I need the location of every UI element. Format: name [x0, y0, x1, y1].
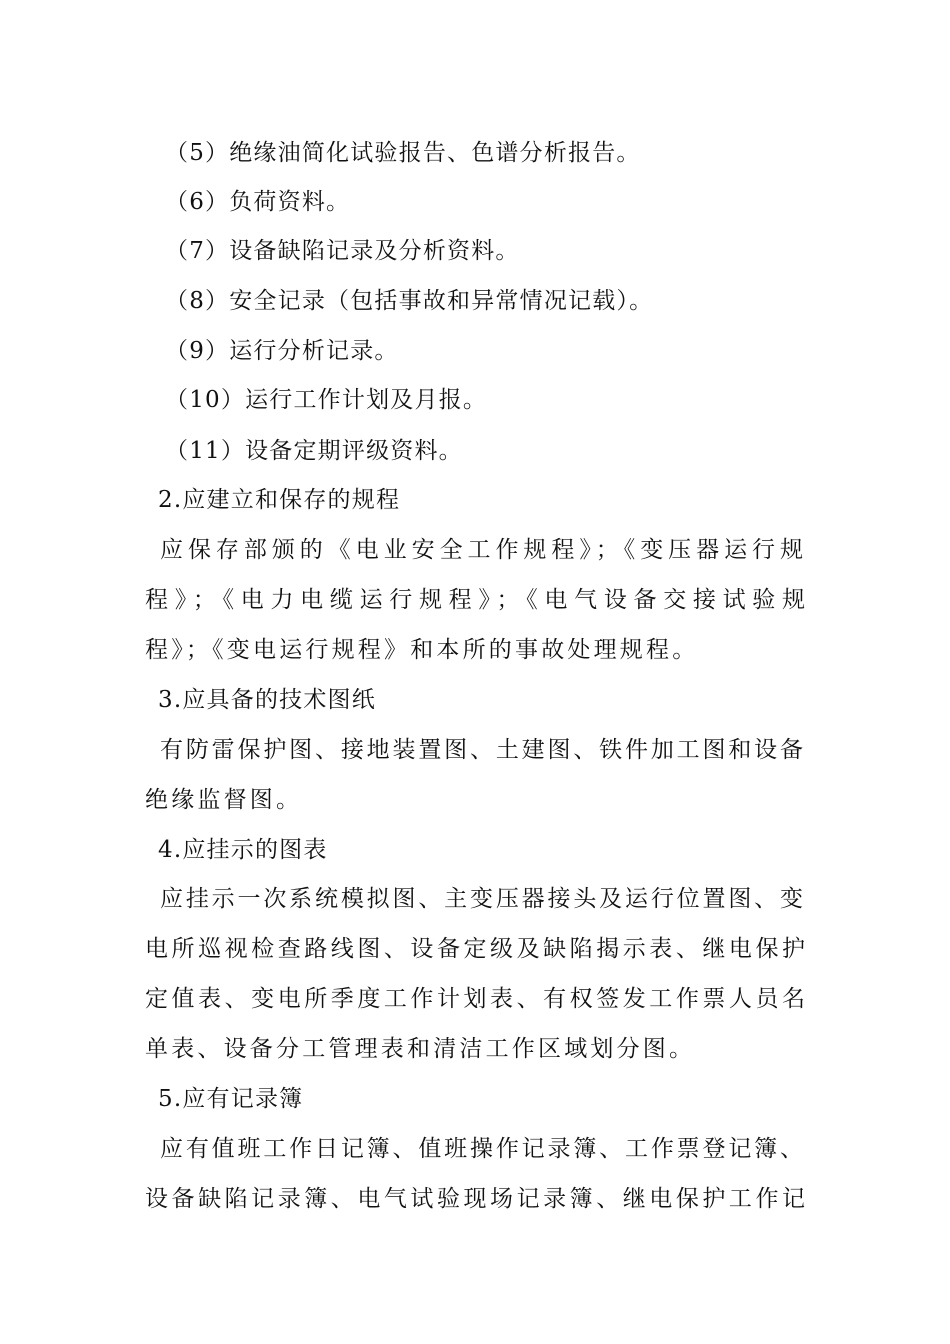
- paragraph-line: 有防雷保护图、接地装置图、土建图、铁件加工图和设备: [160, 737, 803, 763]
- section-heading: 2.应建立和保存的规程: [158, 487, 401, 513]
- paragraph-line: 程》；《变电运行规程》和本所的事故处理规程。: [145, 637, 699, 663]
- list-item: （9）运行分析记录。: [165, 338, 399, 364]
- paragraph-line: 应保存部颁的《电业安全工作规程》；《变压器运行规: [160, 537, 803, 563]
- list-item: （7）设备缺陷记录及分析资料。: [165, 238, 520, 264]
- paragraph-line: 单表、设备分工管理表和清洁工作区域划分图。: [145, 1036, 696, 1062]
- paragraph-line: 程》；《电力电缆运行规程》；《电气设备交接试验规: [145, 587, 805, 613]
- list-item: （11）设备定期评级资料。: [165, 438, 463, 464]
- list-item: （6）负荷资料。: [165, 189, 351, 215]
- list-item: （10）运行工作计划及月报。: [165, 387, 488, 413]
- paragraph-line: 应有值班工作日记簿、值班操作记录簿、工作票登记簿、: [160, 1136, 803, 1162]
- list-item: （8）安全记录（包括事故和异常情况记载）。: [165, 288, 654, 314]
- section-heading: 5.应有记录簿: [158, 1086, 304, 1112]
- section-heading: 3.应具备的技术图纸: [158, 687, 376, 713]
- paragraph-line: 电所巡视检查路线图、设备定级及缺陷揭示表、继电保护: [145, 936, 805, 962]
- list-item: （5）绝缘油简化试验报告、色谱分析报告。: [165, 140, 641, 166]
- paragraph-line: 应挂示一次系统模拟图、主变压器接头及运行位置图、变: [160, 886, 803, 912]
- paragraph-line: 设备缺陷记录簿、电气试验现场记录簿、继电保护工作记: [145, 1186, 805, 1212]
- section-heading: 4.应挂示的图表: [158, 837, 328, 863]
- paragraph-line: 定值表、变电所季度工作计划表、有权签发工作票人员名: [145, 986, 805, 1012]
- paragraph-line: 绝缘监督图。: [145, 787, 303, 813]
